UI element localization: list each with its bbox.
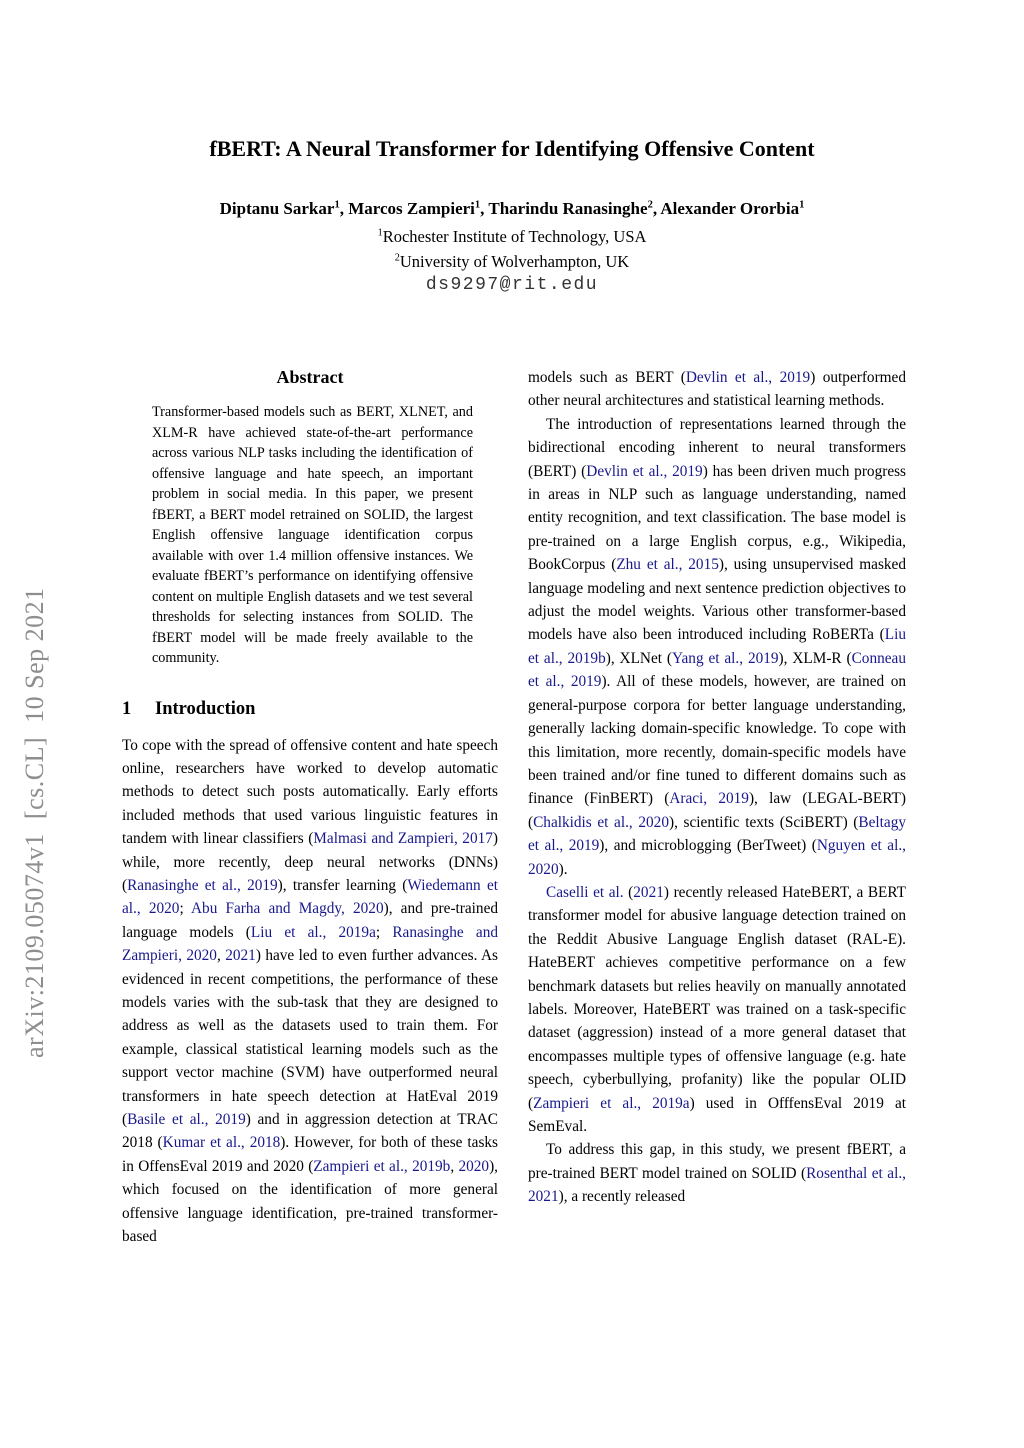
- text-run: ) and in aggression detection at TRAC 2018 (: [122, 1111, 498, 1152]
- text-run: ), which focused on the identification of more general offensive language identification, pre-trained transformer-based: [122, 1157, 498, 1246]
- text-run: University of Wolverhampton, UK: [399, 252, 630, 271]
- text-run: , Alexander Ororbia: [652, 199, 800, 218]
- email-address: ds9297@rit.edu: [425, 275, 599, 295]
- section-title: Introduction: [155, 698, 256, 719]
- text-run: Rochester Institute of Technology, USA: [382, 227, 647, 246]
- citation-link[interactable]: Malmasi and Zampieri, 2017: [313, 830, 493, 848]
- citation-link[interactable]: 2021: [633, 883, 664, 901]
- text-run: ).: [558, 860, 568, 878]
- text-run: ), using unsupervised masked language modeling and next sentence prediction objectives to adjust the model weights. Various other transformer-based models have also been introduced including RoBERTa (: [528, 556, 906, 644]
- abstract-text: Transformer-based models such as BERT, XLNET, and XLM-R have achieved state-of-the-art performance across various NLP tasks including the identification of offensive language and hate speech, an important problem in social media. In this paper, we present fBERT, a BERT model retrained on SOLID, the largest English offensive language identification corpus available with over 1.4 million offensive instances. We evaluate fBERT’s performance on identifying offensive content on multiple English datasets and we test several thresholds for selecting instances from SOLID. The fBERT model will be made freely available to the community.: [152, 404, 473, 666]
- text-run: (: [623, 883, 634, 901]
- superscript-marker: 2: [394, 252, 400, 264]
- citation-link[interactable]: Rosenthal et al., 2021: [528, 1164, 906, 1206]
- citation-link[interactable]: Beltagy et al., 2019: [528, 813, 906, 855]
- superscript-marker: 2: [647, 199, 653, 211]
- text-run: ,: [216, 947, 226, 965]
- text-run: ;: [179, 900, 191, 918]
- text-run: ), XLNet (: [605, 649, 672, 667]
- citation-link[interactable]: Ranasinghe et al., 2019: [127, 876, 278, 894]
- paragraph-intro-3: [528, 881, 906, 1138]
- citation-link[interactable]: Conneau et al., 2019: [528, 649, 906, 691]
- text-run: , Marcos Zampieri: [339, 199, 475, 218]
- citation-link[interactable]: Zampieri et al., 2019a: [533, 1094, 690, 1112]
- text-run: ), a recently released: [558, 1188, 686, 1206]
- citation-link[interactable]: Zampieri et al., 2019b: [313, 1157, 451, 1175]
- text-run: ), and microblogging (BerTweet) (: [599, 837, 817, 855]
- citation-link[interactable]: Devlin et al., 2019: [685, 369, 811, 386]
- citation-link[interactable]: 2020: [458, 1157, 490, 1175]
- right-column: [528, 366, 906, 1209]
- text-run: ), XLM-R (: [778, 649, 852, 667]
- paragraph-intro-2: [528, 413, 906, 881]
- text-run: , Tharindu Ranasinghe: [480, 199, 648, 218]
- left-column: [122, 366, 498, 1248]
- citation-link[interactable]: Wiedemann et al., 2020: [122, 876, 498, 918]
- text-run: ). All of these models, however, are trained on general-purpose corpora for better language understanding, generally lacking domain-specific knowledge. To cope with this limitation, more recently, domain-specific models have been trained and/or fine tuned to different domains such as finance (FinBERT) (: [528, 673, 906, 808]
- citation-link[interactable]: Basile et al., 2019: [127, 1111, 246, 1128]
- citation-link[interactable]: Liu et al., 2019b: [528, 626, 906, 667]
- text-run: Diptanu Sarkar: [219, 199, 335, 218]
- text-run: To address this gap, in this study, we present fBERT, a pre-trained BERT model trained on SOLID (: [528, 1141, 906, 1182]
- citation-link[interactable]: Yang et al., 2019: [671, 649, 779, 667]
- superscript-marker: 1: [799, 199, 805, 211]
- text-run: ,: [450, 1157, 459, 1175]
- text-run: ) recently released HateBERT, a BERT transformer model for abusive language detection trained on the Reddit Abusive Language English dataset (RAL-E). HateBERT achieves competitive performance on a few benchmark datasets but relies heavily on manually annotated labels. Moreover, HateBERT was trained on a task-specific dataset (aggression) instead of a more general dataset that encompasses multiple types of offensive language (e.g. hate speech, cyberbullying, profanity) like the popular OLID (: [528, 883, 907, 1112]
- text-run: To cope with the spread of offensive content and hate speech online, researchers have worked to develop automatic methods to detect such posts automatically. Early efforts included methods that used various linguistic features in tandem with linear classifiers (: [122, 736, 498, 848]
- superscript-marker: 1: [334, 199, 340, 211]
- text-run: ) outperformed other neural architectures and statistical learning methods.: [528, 369, 906, 410]
- citation-link[interactable]: Nguyen et al., 2020: [528, 837, 906, 878]
- superscript-marker: 1: [377, 227, 383, 239]
- citation-link[interactable]: Caselli et al.: [546, 883, 624, 901]
- text-run: ) used in OfffensEval 2019 at SemEval.: [528, 1094, 906, 1135]
- abstract-heading: Abstract: [276, 367, 344, 387]
- paragraph-intro-4: [528, 1138, 906, 1208]
- citation-link[interactable]: 2021: [225, 947, 256, 965]
- text-run: ), and pre-trained language models (: [122, 900, 499, 941]
- paper-title: fBERT: A Neural Transformer for Identifying Offensive Content: [209, 136, 815, 161]
- citation-link[interactable]: Ranasinghe and Zampieri, 2020: [122, 923, 499, 965]
- text-run: ) while, more recently, deep neural networks (DNNs) (: [122, 830, 498, 894]
- text-run: ), law (LEGAL-BERT) (: [528, 790, 906, 831]
- affiliation-2: [0, 252, 1024, 272]
- affiliation-1: [0, 227, 1024, 247]
- author-line: [0, 199, 1024, 219]
- citation-link[interactable]: Araci, 2019: [669, 790, 749, 808]
- text-run: ), scientific texts (SciBERT) (: [668, 813, 859, 831]
- arxiv-watermark: arXiv:2109.05074v1 [cs.CL] 10 Sep 2021: [20, 587, 49, 1058]
- text-run: The introduction of representations learned through the bidirectional encoding inherent to neural transformers (BERT) (: [528, 415, 906, 480]
- text-run: models such as BERT (: [528, 369, 686, 386]
- text-run: ) have led to even further advances. As evidenced in recent competitions, the performance of these models varies with the sub-task that they are designed to address as well as the datasets used to train them. For example, classical statistical learning models such as the support vector machine (SVM) have outperformed neural transformers in hate speech detection at HatEval 2019 (: [122, 947, 499, 1128]
- text-run: ). However, for both of these tasks in OffensEval 2019 and 2020 (: [122, 1134, 498, 1175]
- citation-link[interactable]: Zhu et al., 2015: [616, 556, 719, 574]
- text-run: ) has been driven much progress in areas in NLP such as language understanding, named entity recognition, and text classification. The base model is pre-trained on a large English corpus, e.g., Wikipedia, BookCorpus (: [528, 462, 907, 574]
- citation-link[interactable]: Devlin et al., 2019: [586, 462, 703, 480]
- citation-link[interactable]: Chalkidis et al., 2020: [533, 813, 669, 831]
- text-run: ), transfer learning (: [277, 876, 408, 894]
- citation-link[interactable]: Liu et al., 2019a: [250, 923, 376, 941]
- paragraph-intro-1-continued: [528, 366, 906, 413]
- superscript-marker: 1: [474, 199, 481, 211]
- text-run: ;: [375, 923, 393, 941]
- section-number: 1: [122, 698, 132, 719]
- citation-link[interactable]: Kumar et al., 2018: [162, 1134, 281, 1152]
- paragraph-intro-1: [122, 734, 498, 1249]
- section-heading-introduction: [122, 697, 498, 721]
- citation-link[interactable]: Abu Farha and Magdy, 2020: [191, 900, 384, 918]
